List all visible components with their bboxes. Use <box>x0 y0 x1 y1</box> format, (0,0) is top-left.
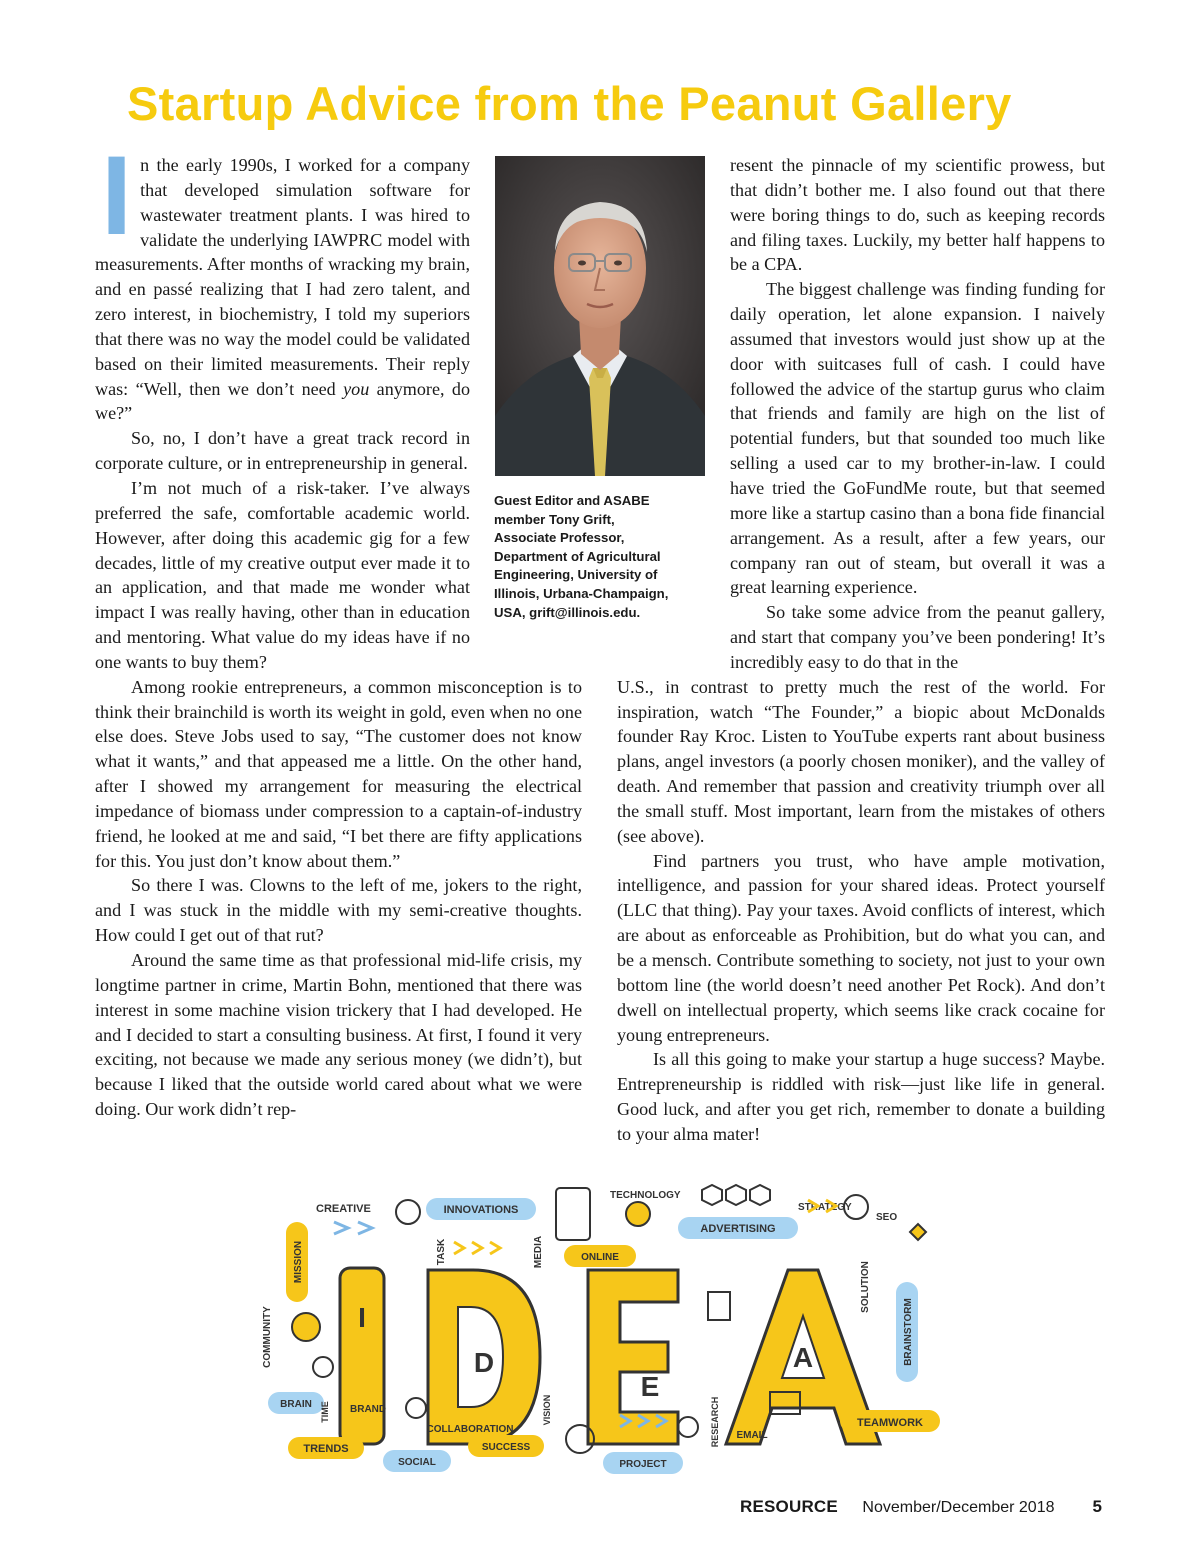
caption-line: Associate Professor, <box>494 530 625 546</box>
idea-letter-text: E <box>640 1371 660 1402</box>
word-label: SOCIAL <box>398 1457 436 1468</box>
word-label: PROJECT <box>619 1459 667 1470</box>
word-label: MISSION <box>293 1240 304 1284</box>
word-label: TIME <box>320 1401 330 1423</box>
document-icon <box>708 1292 730 1320</box>
caption-line: USA, grift@illinois.edu. <box>494 604 641 620</box>
word-label: BRAND <box>350 1404 387 1415</box>
idea-word-art <box>258 1182 946 1480</box>
cube-icon <box>702 1185 722 1205</box>
lightbulb-icon <box>626 1202 650 1226</box>
cube-icon <box>750 1185 770 1205</box>
magnifier-icon <box>678 1417 698 1437</box>
idea-letter-text: I <box>358 1302 366 1333</box>
word-label: COLLABORATION <box>426 1424 514 1435</box>
word-label: TRENDS <box>303 1443 349 1455</box>
word-label: SEO <box>876 1212 898 1223</box>
big-letter-i <box>340 1268 387 1444</box>
paragraph-1: In the early 1990s, I worked for a company that developed simulation software for wastewater treatment plants. I was hired to validate the underlying IAWPRC model with measurements. After months of wracking my brain, and en passé realizing that I had zero talent, and zero interest, in biochemistry, I told my superiors that there was no way the model could be validated based on their limited measurements. Their reply was: “Well, then we don’t need you anymore, do we?” <box>95 133 470 424</box>
word-label: SOLUTION <box>860 1261 871 1313</box>
big-letter-d <box>428 1270 540 1444</box>
gear-icon <box>910 1224 926 1240</box>
paragraph-11: Is all this going to make your startup a huge success? Maybe. Entrepreneurship is riddled with risk—just like life in general. Good luck, and after you get rich, remember to donate a building to your alma mater! <box>617 1049 1105 1144</box>
caption-line: Guest Editor and ASABE <box>494 493 650 508</box>
issue-date: November/December 2018 <box>862 1499 1055 1516</box>
article-title: Startup Advice from the Peanut Gallery <box>127 77 1012 130</box>
paragraph-9: So take some advice from the peanut gallery, and start that company you’ve been pondering! It’s incredibly easy to do that in the <box>730 602 1105 672</box>
drop-cap: I <box>101 133 133 258</box>
person-icon <box>396 1200 420 1224</box>
paragraph-5: So there I was. Clowns to the left of me, jokers to the right, and I was stuck in the middle with my semi-creative thoughts. How could I get out of that rut? <box>95 875 582 946</box>
idea-letter-text: D <box>473 1347 495 1378</box>
page-number: 5 <box>1092 1497 1102 1516</box>
cube-icon <box>726 1185 746 1205</box>
paragraph-9-continued: U.S., in contrast to pretty much the rest of the world. For inspiration, watch “The Founder,” a biopic about McDonalds founder Ray Kroc. Listen to YouTube experts rant about business plans, angel investors (a poorly chosen moniker), and the valley of death. And remember that passion and creativity triumph over all the small stuff. Most important, learn from the mistakes of others (see above). <box>617 676 1105 846</box>
word-label: BRAINSTORM <box>903 1298 914 1366</box>
paragraph-7: resent the pinnacle of my scientific prowess, but that didn’t bother me. I also found out that there were boring things to do, such as keeping records and filing taxes. Luckily, my better half happens to be a CPA. <box>730 155 1105 275</box>
idea-letter-text: A <box>792 1342 814 1373</box>
paragraph-2: So, no, I don’t have a great track record in corporate culture, or in entrepreneurship in general. <box>95 428 470 474</box>
caption-line: Illinois, Urbana-Champaign, <box>494 585 669 601</box>
word-label: RESEARCH <box>710 1396 720 1448</box>
big-letter-e <box>588 1270 678 1444</box>
paragraph-8: The biggest challenge was finding funding for daily operation, let alone expansion. I naively assumed that investors would just show up at the door with suitcases full of cash. I could have followed the advice of the startup gurus who claim that friends and family are high on the list of potential funders, but that sounded too much like selling a used car to my brother-in-law. I could have tried the GoFundMe route, but that seemed more like a startup casino than a bona fide financial arrangement. As a result, after a few years, our company ran out of steam, but overall it was a great learning experience. <box>730 279 1105 598</box>
word-label: COMMUNITY <box>262 1306 273 1368</box>
word-label: STRATEGY <box>798 1202 852 1213</box>
paragraph-10: Find partners you trust, who have ample motivation, intelligence, and passion for your shared ideas. Protect yourself (LLC that thing). Pay your taxes. Avoid conflicts of interest, which are about as enforceable as Prohibition, but do what you can, and be a mensch. Contribute something to society, not just to your own bottom line (the world doesn’t need another Pet Rock). And don’t dwell on intellectual property, which seems like crack cocaine for young entrepreneurs. <box>617 850 1105 1045</box>
page-footer <box>740 1497 1110 1517</box>
word-label: SUCCESS <box>481 1442 531 1453</box>
word-label: EMAIL <box>736 1430 768 1441</box>
paragraph-4: Among rookie entrepreneurs, a common misconception is to think their brainchild is worth its weight in gold, even when no one else does. Steve Jobs used to say, “The customer does not know what it wants,” and that appeased me a little. On the other hand, after I showed my arrangement for measuring the electrical impedance of biomass under compression to a captain-of-industry friend, he looked at me and said, “I bet there are fifty applications for this. You just don’t know about them.” <box>95 676 582 871</box>
word-label: BRAIN <box>280 1399 312 1410</box>
word-label: VISION <box>542 1394 552 1426</box>
lightbulb-icon <box>292 1313 320 1341</box>
caption-line: member Tony Grift, <box>494 511 615 527</box>
word-label: TECHNOLOGY <box>610 1190 681 1201</box>
word-label: TASK <box>436 1238 447 1266</box>
word-label: ADVERTISING <box>700 1223 776 1235</box>
word-label: ONLINE <box>581 1252 619 1263</box>
word-label: TEAMWORK <box>857 1417 923 1429</box>
caption-line: Department of Agricultural <box>494 548 661 564</box>
paragraph-3: I’m not much of a risk-taker. I’ve always preferred the safe, comfortable academic world. However, after doing this academic gig for a few decades, little of my creative output ever made it to an application, and that made me wonder what impact I was really having, other than in education and mentoring. What value do my ideas have if no one wants to buy them? <box>95 477 470 672</box>
clock-icon <box>313 1357 333 1377</box>
word-label: INNOVATIONS <box>443 1204 519 1216</box>
paragraph-6: Around the same time as that professional mid-life crisis, my longtime partner in crime, Martin Bohn, mentioned that there was interest in some machine vision trickery that I had developed. He and I decided to start a consulting business. At first, I found it very exciting, not because we made any serious money (we didn’t), but because I liked that the outside world cared about what we were doing. Our work didn’t rep- <box>95 950 582 1120</box>
chart-icon <box>406 1398 426 1418</box>
idea-illustration <box>258 1182 946 1480</box>
publication-name: RESOURCE <box>740 1497 838 1516</box>
word-label: CREATIVE <box>316 1203 371 1215</box>
word-label: MEDIA <box>533 1235 544 1269</box>
right-column <box>617 153 1105 1147</box>
phone-icon <box>556 1188 590 1240</box>
caption-line: Engineering, University of <box>494 567 658 583</box>
